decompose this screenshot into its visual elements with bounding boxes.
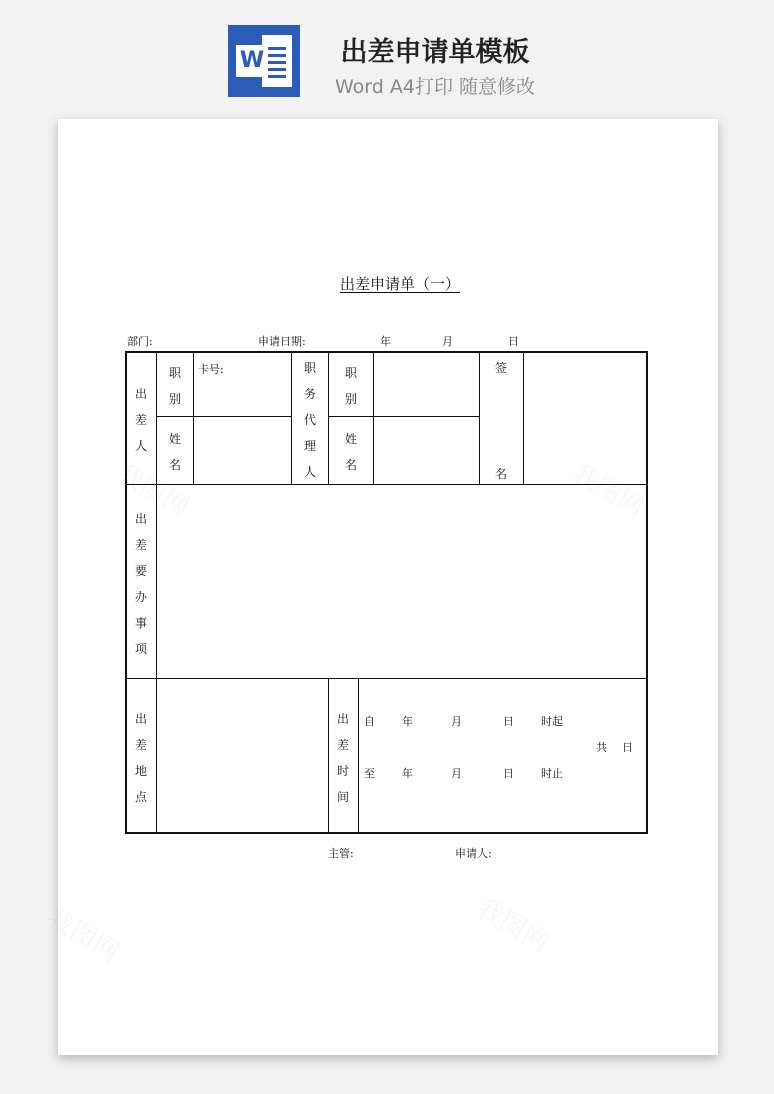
apply-day-label: 日 (508, 335, 519, 348)
row-divider (156, 416, 291, 417)
to-prefix: 至 (364, 767, 375, 780)
to-suffix: 时止 (541, 767, 563, 780)
from-month: 月 (451, 715, 462, 728)
signature-label-top: 签 (494, 361, 507, 375)
deputy-rank-label: 职别 (344, 366, 357, 406)
row-divider (328, 416, 479, 417)
applicant-label: 申请人: (455, 847, 492, 860)
apply-year-label: 年 (380, 335, 391, 348)
col-divider (328, 678, 329, 834)
col-divider (358, 678, 359, 834)
col-divider (328, 351, 329, 484)
col-divider (193, 351, 194, 484)
word-letter-icon: W (236, 45, 268, 77)
name-label: 姓名 (168, 432, 181, 472)
row-divider (125, 678, 648, 679)
apply-date-label: 申请日期: (258, 335, 306, 348)
total-suffix: 日 (622, 741, 633, 754)
apply-month-label: 月 (442, 335, 453, 348)
word-app-icon (228, 25, 300, 97)
form-table (125, 351, 648, 834)
department-label: 部门: (127, 335, 153, 348)
supervisor-label: 主管: (328, 847, 354, 860)
place-label: 出差地点 (134, 712, 147, 804)
col-divider (373, 351, 374, 484)
form-title: 出差申请单（一） (340, 275, 461, 293)
signature-label-bottom: 名 (494, 467, 507, 481)
matters-label: 出差要办事项 (134, 512, 147, 656)
card-number-label: 卡号: (198, 363, 224, 376)
deputy-label: 职务代理人 (303, 361, 316, 479)
to-month: 月 (451, 767, 462, 780)
deputy-name-label: 姓名 (344, 432, 357, 472)
from-suffix: 时起 (541, 715, 563, 728)
col-divider (479, 351, 480, 484)
page-subtitle: Word A4打印 随意修改 (334, 76, 535, 98)
row-divider (125, 484, 648, 485)
from-year: 年 (402, 715, 413, 728)
time-label: 出差时间 (336, 712, 349, 804)
rank-label: 职别 (168, 366, 181, 406)
col-divider (523, 351, 524, 484)
col-divider (291, 351, 292, 484)
traveler-label: 出差人 (134, 387, 147, 453)
from-prefix: 自 (364, 715, 375, 728)
total-prefix: 共 (596, 741, 607, 754)
from-day: 日 (503, 715, 514, 728)
page-title: 出差申请单模板 (340, 37, 530, 68)
col-divider (156, 351, 157, 834)
to-day: 日 (503, 767, 514, 780)
to-year: 年 (402, 767, 413, 780)
